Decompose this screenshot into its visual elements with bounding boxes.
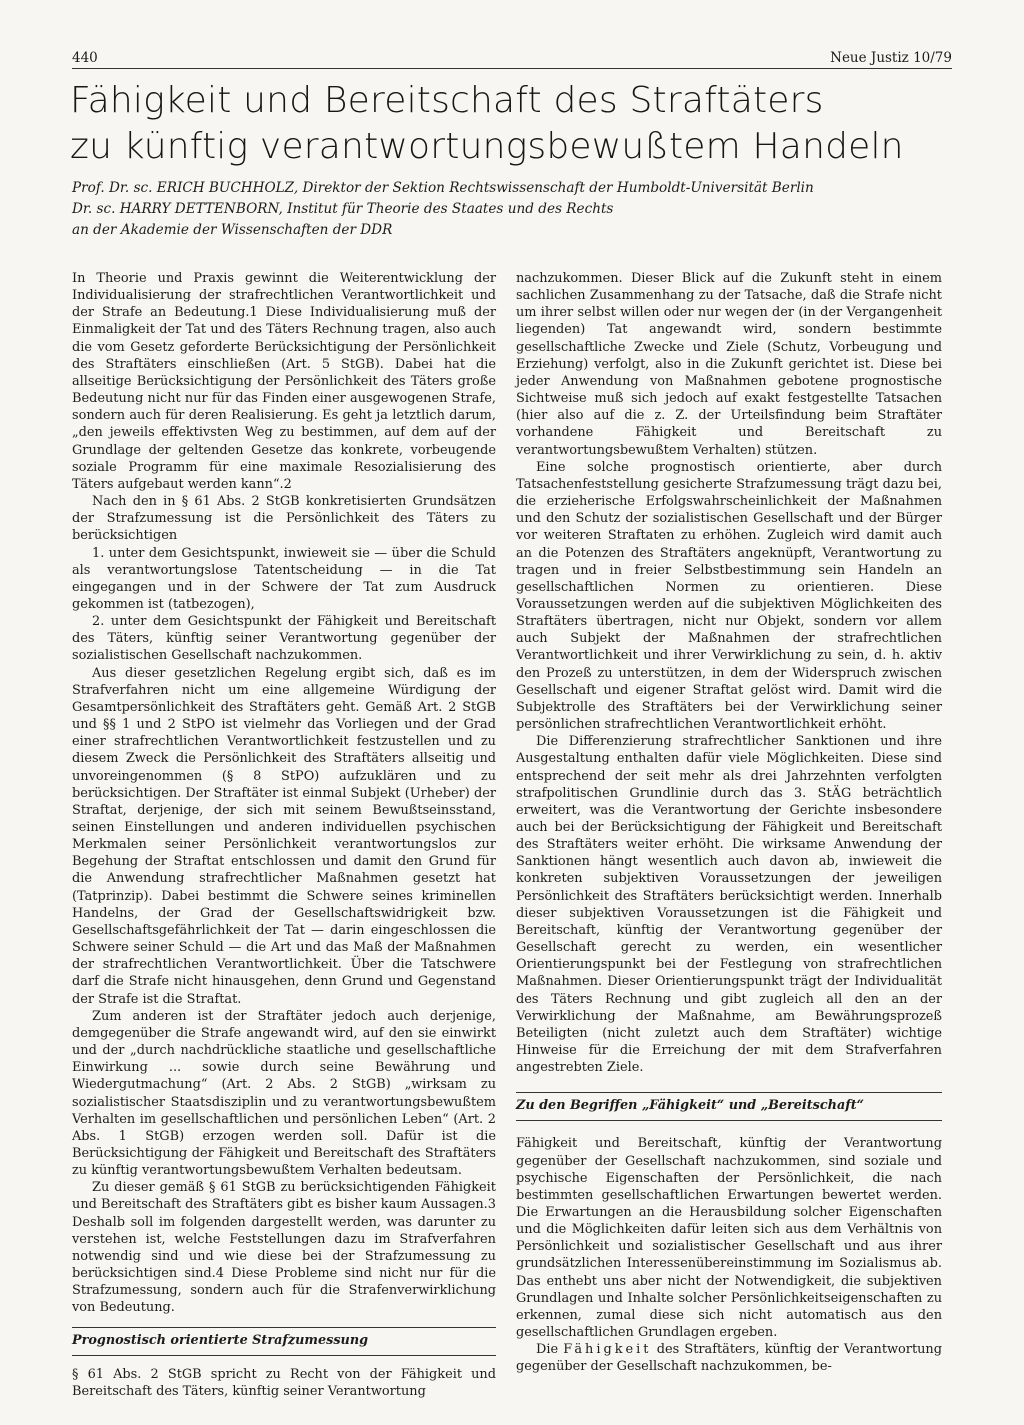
byline-line-3: an der Akademie der Wissenschaften der DDR — [72, 222, 393, 238]
paragraph: § 61 Abs. 2 StGB spricht zu Recht von der Fähigkeit und Bereitschaft des Täters, künftig seiner Verantwortung — [72, 1366, 496, 1399]
paragraph — [516, 1341, 942, 1375]
paragraph: Aus dieser gesetzlichen Regelung ergibt sich, daß es im Strafverfahren nicht um eine allgemeine Würdigung der Gesamtpersönlichkeit des Straftäters geht. Gemäß Art. 2 StGB und §§ 1 und 2 StPO ist vielmehr das Vorliegen und der Grad einer strafrechtlichen Verantwortlichkeit festzustellen und zu diesem Zweck die Persönlichkeit des Straftäters allseitig und unvoreingenommen (§ 8 StPO) aufzuklären und zu berücksichtigen. Der Straftäter ist einmal Subjekt (Urheber) der Straftat, derjenige, der sich mit seinem Bewußtseinsstand, seinen Einstellungen und anderen individuellen psychischen Merkmalen seiner Persönlichkeit verantwortungslos zur Begehung der Straftat entschlossen und damit den Grund für die Anwendung strafrechtlicher Maßnahmen gesetzt hat (Tatprinzip). Dabei bestimmt die Schwere seines kriminellen Handelns, der Grad der Gesellschaftswidrigkeit bzw. Gesellschaftsgefährlichkeit der Tat — darin eingeschlossen die Schwere seiner Schuld — die Art und das Maß der Maßnahmen der strafrechtlichen Verantwortlichkeit. Über die Tatschwere darf die Strafe nicht hinausgehen, denn Grund und Gegenstand der Strafe ist die Straftat. — [72, 665, 496, 1007]
byline-line-1: Prof. Dr. sc. ERICH BUCHHOLZ, Direktor der Sektion Rechtswissenschaft der Humboldt-Universität Berlin — [72, 180, 814, 196]
title-line-2: zu künftig verantwortungsbewußtem Handeln — [70, 126, 904, 167]
paragraph: Zu dieser gemäß § 61 StGB zu berücksichtigenden Fähigkeit und Bereitschaft des Straftäters gibt es bisher kaum Aussagen.3 Deshalb soll im folgenden dargestellt werden, was darunter zu verstehen ist, welche Feststellungen dazu im Strafverfahren notwendig sind und wie diese bei der Strafzumessung zu berücksichtigen sind.4 Diese Probleme sind nicht nur für die Strafzumessung, sondern auch für die Strafenverwirklichung von Bedeutung. — [72, 1180, 496, 1316]
paragraph: Zum anderen ist der Straftäter jedoch auch derjenige, demgegenüber die Strafe angewandt wird, auf den sie einwirkt und der „durch nachdrückliche staatliche und gesellschaftliche Einwirkung ... sowie durch seine Bewährung und Wiedergutmachung“ (Art. 2 Abs. 2 StGB) „wirksam zu sozialistischer Staatsdisziplin und zu verantwortungsbewußtem Verhalten im gesellschaftlichen und persönlichen Leben“ (Art. 2 Abs. 1 StGB) erzogen werden soll. Dafür ist die Berücksichtigung der Fähigkeit und Bereitschaft des Straftäters zu künftig verantwortungsbewußtem Verhalten bedeutsam. — [72, 1008, 496, 1179]
emphasized-term: Fähigkeit — [563, 1342, 652, 1358]
paragraph: Eine solche prognostisch orientierte, aber durch Tatsachenfeststellung gesicherte Strafzumessung trägt dazu bei, die erzieherische Erfolgswahrscheinlichkeit der Maßnahmen und den Schutz der sozialistischen Gesellschaft und der Bürger vor weiteren Straftaten zu erhöhen. Zugleich wird damit auch an die Potenzen des Straftäters angeknüpft, Verantwortung zu tragen und in freier Selbstbestimmung sein Handeln an gesellschaftlichen Normen zu orientieren. Diese Voraussetzungen werden auf die subjektiven Möglichkeiten des Straftäters übertragen, nicht nur Objekt, sondern vor allem auch Subjekt der Maßnahmen der strafrechtlichen Verantwortlichkeit und ihrer Verwirklichung zu sein, d. h. aktiv den Prozeß zu unterstützen, in dem der Widerspruch zwischen Gesellschaft und eigener Straftat gelöst wird. Damit wird die Subjektrolle des Straftäters bei der Verwirklichung seiner persönlichen strafrechtlichen Verantwortlichkeit erhöht. — [516, 459, 942, 733]
running-header — [72, 50, 952, 70]
byline-line-2: Dr. sc. HARRY DETTENBORN, Institut für Theorie des Staates und des Rechts — [72, 201, 614, 217]
list-item: 1. unter dem Gesichtspunkt, inwieweit sie — über die Schuld als verantwortungslose Tatentscheidung — in die Tat eingegangen und in der Schwere der Tat zum Ausdruck gekommen ist (tatbezogen), — [72, 545, 496, 612]
paragraph: nachzukommen. Dieser Blick auf die Zukunft steht in einem sachlichen Zusammenhang zu der Tatsache, daß die Strafe nicht um ihrer selbst willen oder nur wegen der (in der Vergangenheit liegenden) Tat angewandt wird, sondern bestimmte gesellschaftliche Zwecke und Ziele (Schutz, Vorbeugung und Erziehung) verfolgt, also in die Zukunft gerichtet ist. Diese bei jeder Anwendung von Maßnahmen gebotene prognostische Sichtweise muß sich jedoch auf exakt festgestellte Tatsachen (hier also auf die z. Z. der Urteilsfindung beim Straftäter vorhandene Fähigkeit und Bereitschaft zu verantwortungsbewußtem Verhalten) stützen. — [516, 271, 942, 458]
title-line-1: Fähigkeit und Bereitschaft des Straftäters — [70, 80, 824, 121]
paragraph: Nach den in § 61 Abs. 2 StGB konkretisierten Grundsätzen der Strafzumessung ist die Persönlichkeit des Täters zu berücksichtigen — [72, 494, 496, 544]
journal-issue: Neue Justiz 10/79 — [830, 50, 952, 66]
section-heading: Prognostisch orientierte Strafzumessung — [72, 1327, 496, 1356]
section-heading: Zu den Begriffen „Fähigkeit“ und „Bereitschaft“ — [516, 1092, 942, 1121]
page-number: 440 — [72, 50, 98, 66]
list-item: 2. unter dem Gesichtspunkt der Fähigkeit und Bereitschaft des Täters, künftig seiner Verantwortung gegenüber der sozialistischen Gesellschaft nachzukommen. — [72, 614, 496, 664]
text: des Straftäters, künftig der Verantwortung gegenüber der Gesellschaft nachzukommen, be- — [516, 1342, 942, 1375]
author-byline — [72, 178, 952, 241]
right-column — [516, 270, 942, 1376]
paragraph: In Theorie und Praxis gewinnt die Weiterentwicklung der Individualisierung der strafrechtlichen Verantwortlichkeit und der Strafe an Bedeutung.1 Diese Individualisierung muß der Einmaligkeit der Tat und des Täters Rechnung tragen, also auch die vom Gesetz geforderte Berücksichtigung der Persönlichkeit des Straftäters einschließen (Art. 5 StGB). Dabei hat die allseitige Berücksichtigung der Persönlichkeit des Täters große Bedeutung nicht nur für das Finden einer ausgewogenen Strafe, sondern auch für deren Realisierung. Es geht ja letztlich darum, „den jeweils effektivsten Weg zu bestimmen, auf dem auf der Grundlage der geltenden Gesetze das konkrete, vorbeugende soziale Programm für eine maximale Resozialisierung des Täters aufgebaut werden kann“.2 — [72, 271, 496, 492]
text: Die — [536, 1342, 559, 1358]
left-column — [72, 270, 496, 1400]
paragraph: Die Differenzierung strafrechtlicher Sanktionen und ihre Ausgestaltung enthalten dafür viele Möglichkeiten. Diese sind entsprechend der seit mehr als drei Jahrzehnten verfolgten strafpolitischen Grundlinie durch das 3. StÄG beträchtlich erweitert, was die Verantwortung der Gerichte insbesondere auch bei der Berücksichtigung der Fähigkeit und Bereitschaft des Straftäters weiter erhöht. Die wirksame Anwendung der Sanktionen hängt wesentlich auch davon ab, inwieweit die konkreten subjektiven Voraussetzungen der jeweiligen Persönlichkeit des Straftäters berücksichtigt werden. Innerhalb dieser subjektiven Voraussetzungen ist die Fähigkeit und Bereitschaft, künftig der Verantwortung gegenüber der Gesellschaft gerecht zu werden, ein wesentlicher Orientierungspunkt bei der Festlegung von strafrechtlichen Maßnahmen. Dieser Orientierungspunkt trägt der Individualität des Täters Rechnung und gibt zugleich all den an der Verwirklichung der Maßnahme, am Bewährungsprozeß Beteiligten (nicht zuletzt auch dem Straftäter) wichtige Hinweise für die Erreichung der mit dem Strafverfahren angestrebten Ziele. — [516, 734, 942, 1076]
article-title — [70, 78, 970, 170]
paragraph: Fähigkeit und Bereitschaft, künftig der Verantwortung gegenüber der Gesellschaft nachzukommen, sind soziale und psychische Eigenschaften der Persönlichkeit, die nach bestimmten gesellschaftlichen Erwartungen bewertet werden. Die Erwartungen an die Herausbildung solcher Eigenschaften und die Möglichkeiten dafür leiten sich aus dem Verhältnis von Persönlichkeit und sozialistischer Gesellschaft und aus ihrer grundsätzlichen Interessenübereinstimmung im Sozialismus ab. Das enthebt uns aber nicht der Notwendigkeit, die subjektiven Grundlagen und Inhalte solcher Persönlichkeitseigenschaften zu erkennen, zumal diese sich nicht automatisch aus den gesellschaftlichen Grundlagen ergeben. — [516, 1136, 942, 1341]
header-rule — [72, 68, 952, 69]
